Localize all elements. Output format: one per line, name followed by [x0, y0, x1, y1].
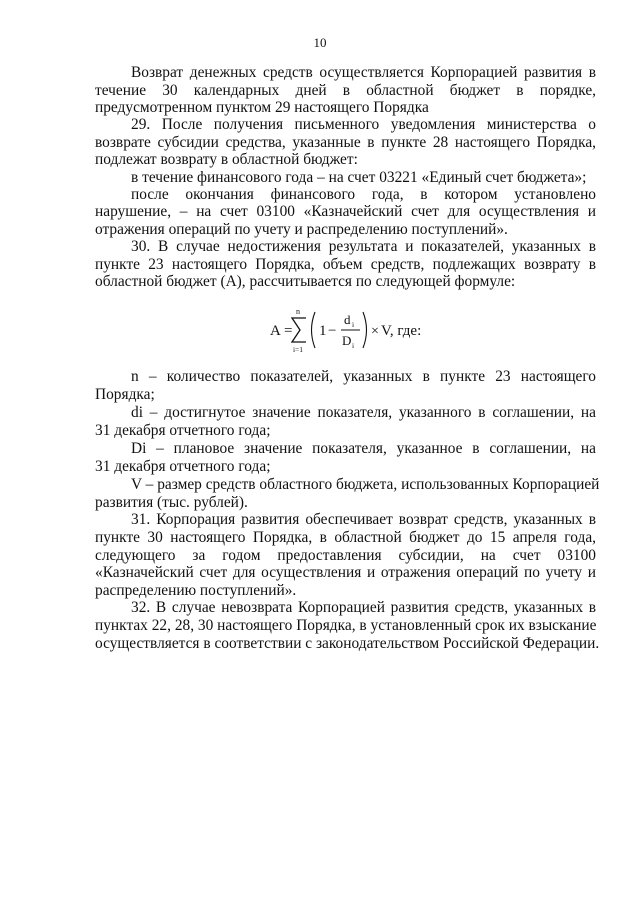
formula-minus: − — [328, 323, 337, 339]
right-paren — [363, 312, 367, 348]
fraction-denominator-subscript: i — [352, 341, 355, 350]
paragraph-32-line: осуществляется в соответствии с законодательством Российской Федерации. — [95, 635, 600, 652]
return-amount-formula — [268, 306, 428, 354]
definition-n-line: Порядка; — [95, 386, 155, 403]
paragraph-29a-line: в течение финансового года – на счет 03221 «Единый счет бюджета»; — [131, 169, 587, 186]
paragraph-31-line: распределению поступлений». — [95, 582, 297, 599]
paragraph-31-line: 31. Корпорация развития обеспечивает возврат средств, указанных в — [131, 511, 596, 528]
paragraph-29b-line: после окончания финансового года, в котором установлено — [131, 186, 596, 203]
formula-lhs: A — [270, 323, 281, 339]
definition-n-line: n – количество показателей, указанных в пункте 23 настоящего — [131, 368, 596, 385]
paragraph-31-line: пункте 30 настоящего Порядка, в областной бюджет до 15 апреля года, — [95, 529, 596, 546]
left-paren — [312, 312, 316, 348]
paragraph-30-line: 30. В случае недостижения результата и показателей, указанных в — [131, 238, 596, 255]
paragraph-return-line: предусмотренном пунктом 29 настоящего Порядка — [95, 99, 429, 116]
definition-di-line: 31 декабря отчетного года; — [95, 422, 271, 439]
paragraph-31-line: «Казначейский счет для осуществления и отражения операций по учету и — [95, 564, 596, 581]
fraction-denominator: D — [342, 333, 352, 348]
paragraph-29-line: возврате субсидии средства, указанные в пункте 28 настоящего Порядка, — [95, 134, 596, 151]
paragraph-29-line: подлежат возврату в областной бюджет: — [95, 151, 358, 168]
paragraph-29-line: 29. После получения письменного уведомления министерства о — [131, 116, 596, 133]
sum-upper-limit: n — [296, 307, 300, 316]
sum-symbol — [292, 318, 306, 342]
formula-one: 1 — [319, 323, 327, 339]
sum-lower-limit: i=1 — [292, 345, 304, 354]
formula-equals: = — [284, 323, 293, 339]
definition-di-line: di – достигнутое значение показателя, указанного в соглашении, на — [131, 404, 596, 421]
definition-V-line: V – размер средств областного бюджета, использованных Корпорацией — [131, 476, 600, 493]
paragraph-32-line: 32. В случае невозврата Корпорацией развития средств, указанных в — [131, 599, 596, 616]
paragraph-31-line: следующего за годом предоставления субсидии, на счет 03100 — [95, 547, 596, 564]
definition-Di-line: Di – плановое значение показателя, указанное в соглашении, на — [131, 440, 596, 457]
paragraph-29b-line: отражения операций по учету и распределению поступлений». — [95, 221, 508, 238]
formula-tail: V, где: — [381, 323, 422, 339]
paragraph-return-line: Возврат денежных средств осуществляется Корпорацией развития в — [131, 64, 596, 81]
definition-Di-line: 31 декабря отчетного года; — [95, 458, 271, 475]
formula-times: × — [371, 324, 379, 339]
page-number: 10 — [313, 35, 327, 50]
paragraph-return-line: течение 30 календарных дней в областной бюджет в порядке, — [95, 82, 596, 99]
paragraph-30-line: пункте 23 настоящего Порядка, объем средств, подлежащих возврату в — [95, 256, 596, 273]
fraction-numerator-subscript: i — [352, 320, 355, 329]
definition-V-line: развития (тыс. рублей). — [95, 494, 248, 511]
paragraph-30-line: областной бюджет (А), рассчитывается по следующей формуле: — [95, 273, 516, 290]
paragraph-32-line: пунктах 22, 28, 30 настоящего Порядка, в установленный срок их взыскание — [95, 617, 597, 634]
fraction-numerator: d — [344, 312, 351, 327]
paragraph-29b-line: нарушение, – на счет 03100 «Казначейский счет для осуществления и — [95, 203, 596, 220]
